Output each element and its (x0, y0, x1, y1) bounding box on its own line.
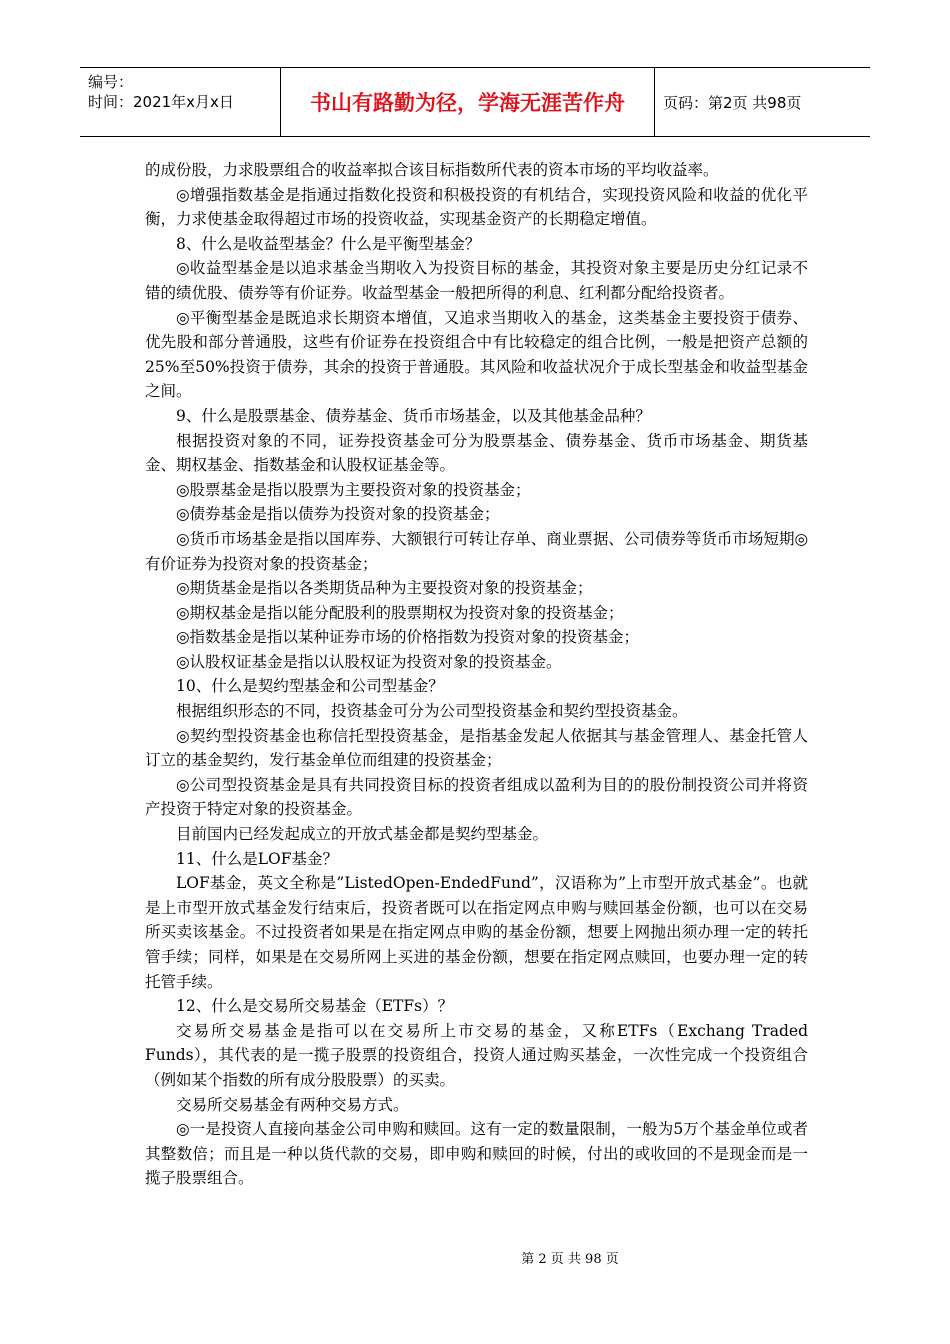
list-item: ◎指数基金是指以某种证券市场的价格指数为投资对象的投资基金； (176, 628, 640, 647)
section-heading: 9、什么是股票基金、债券基金、货币市场基金，以及其他基金品种？ (176, 406, 651, 425)
paragraph: ◎增强指数基金是指通过指数化投资和积极投资的有机结合，实现投资风险和收益的优化平衡，力求使基金取得超过市场的投资收益，实现基金资产的长期稳定增值。 (145, 185, 808, 229)
document-body (145, 158, 808, 1191)
paragraph: 目前国内已经发起成立的开放式基金都是契约型基金。 (176, 825, 549, 844)
paragraph: ◎一是投资人直接向基金公司申购和赎回。这有一定的数量限制，一般为5万个基金单位或者其整数倍；而且是一种以货代款的交易，即申购和赎回的时候，付出的或收回的不是现金而是一揽子股票组合。 (145, 1120, 808, 1188)
paragraph: LOF基金，英文全称是”ListedOpen-EndedFund”，汉语称为”上市型开放式基金”。也就是上市型开放式基金发行结束后，投资者既可以在指定网点申购与赎回基金份额，也可以在交易所买卖该基金。不过投资者如果是在指定网点申购的基金份额，想要上网抛出须办理一定的转托管手续；同样，如果是在交易所网上买进的基金份额，想要在指定网点赎回，也要办理一定的转托管手续。 (145, 874, 808, 991)
header-left-cell (80, 68, 280, 136)
footer-page-number: 第 2 页 共 98 页 (521, 1252, 619, 1267)
paragraph: ◎契约型投资基金也称信托型投资基金，是指基金发起人依据其与基金管理人、基金托管人订立的基金契约，发行基金单位而组建的投资基金； (145, 726, 808, 770)
section-heading: 8、什么是收益型基金？什么是平衡型基金？ (176, 234, 481, 253)
header-motto: 书山有路勤为径，学海无涯苦作舟 (280, 68, 655, 136)
section-heading: 11、什么是LOF基金？ (176, 849, 338, 868)
list-item: ◎债券基金是指以债券为投资对象的投资基金； (176, 505, 500, 524)
paragraph: 根据组织形态的不同，投资基金可分为公司型投资基金和契约型投资基金。 (176, 702, 688, 721)
paragraph: 的成份股，力求股票组合的收益率拟合该目标指数所代表的资本市场的平均收益率。 (145, 161, 719, 179)
header-page-number: 页码：第2页 共98页 (663, 93, 802, 112)
list-item: ◎股票基金是指以股票为主要投资对象的投资基金； (176, 480, 531, 499)
section-heading: 12、什么是交易所交易基金（ETFs）？ (176, 997, 454, 1016)
paragraph: ◎公司型投资基金是具有共同投资目标的投资者组成以盈利为目的的股份制投资公司并将资产投资于特定对象的投资基金。 (145, 775, 808, 819)
paragraph: 根据投资对象的不同，证券投资基金可分为股票基金、债券基金、货币市场基金、期货基金、期权基金、指数基金和认股权证基金等。 (145, 431, 808, 475)
paragraph: ◎收益型基金是以追求基金当期收入为投资目标的基金，其投资对象主要是历史分红记录不错的绩优股、债券等有价证券。收益型基金一般把所得的利息、红利都分配给投资者。 (145, 259, 808, 302)
document-date-label: 时间：2021年x月x日 (88, 93, 234, 111)
document-number-label: 编号： (88, 73, 134, 91)
list-item: ◎货币市场基金是指以国库券、大额银行可转让存单、商业票据、公司债券等货币市场短期◎有价证券为投资对象的投资基金； (145, 529, 808, 573)
paragraph: ◎平衡型基金是既追求长期资本增值，又追求当期收入的基金，这类基金主要投资于债券、优先股和部分普通股，这些有价证券在投资组合中有比较稳定的组合比例，一般是把资产总额的25%至50%投资于债券，其余的投资于普通股。其风险和收益状况介于成长型基金和收益型基金之间。 (145, 308, 808, 401)
list-item: ◎期权基金是指以能分配股利的股票期权为投资对象的投资基金； (176, 603, 624, 622)
section-heading: 10、什么是契约型基金和公司型基金？ (176, 677, 444, 696)
page-header (80, 67, 870, 137)
list-item: ◎认股权证基金是指以认股权证为投资对象的投资基金。 (176, 652, 562, 671)
paragraph: 交易所交易基金是指可以在交易所上市交易的基金，又称ETFs（Exchang Traded Funds），其代表的是一揽子股票的投资组合，投资人通过购买基金，一次性完成一个投资组合（例如某个指数的所有成分股股票）的买卖。 (145, 1021, 808, 1089)
list-item: ◎期货基金是指以各类期货品种为主要投资对象的投资基金； (176, 579, 593, 598)
page-footer (0, 1248, 950, 1267)
paragraph: 交易所交易基金有两种交易方式。 (176, 1095, 409, 1114)
